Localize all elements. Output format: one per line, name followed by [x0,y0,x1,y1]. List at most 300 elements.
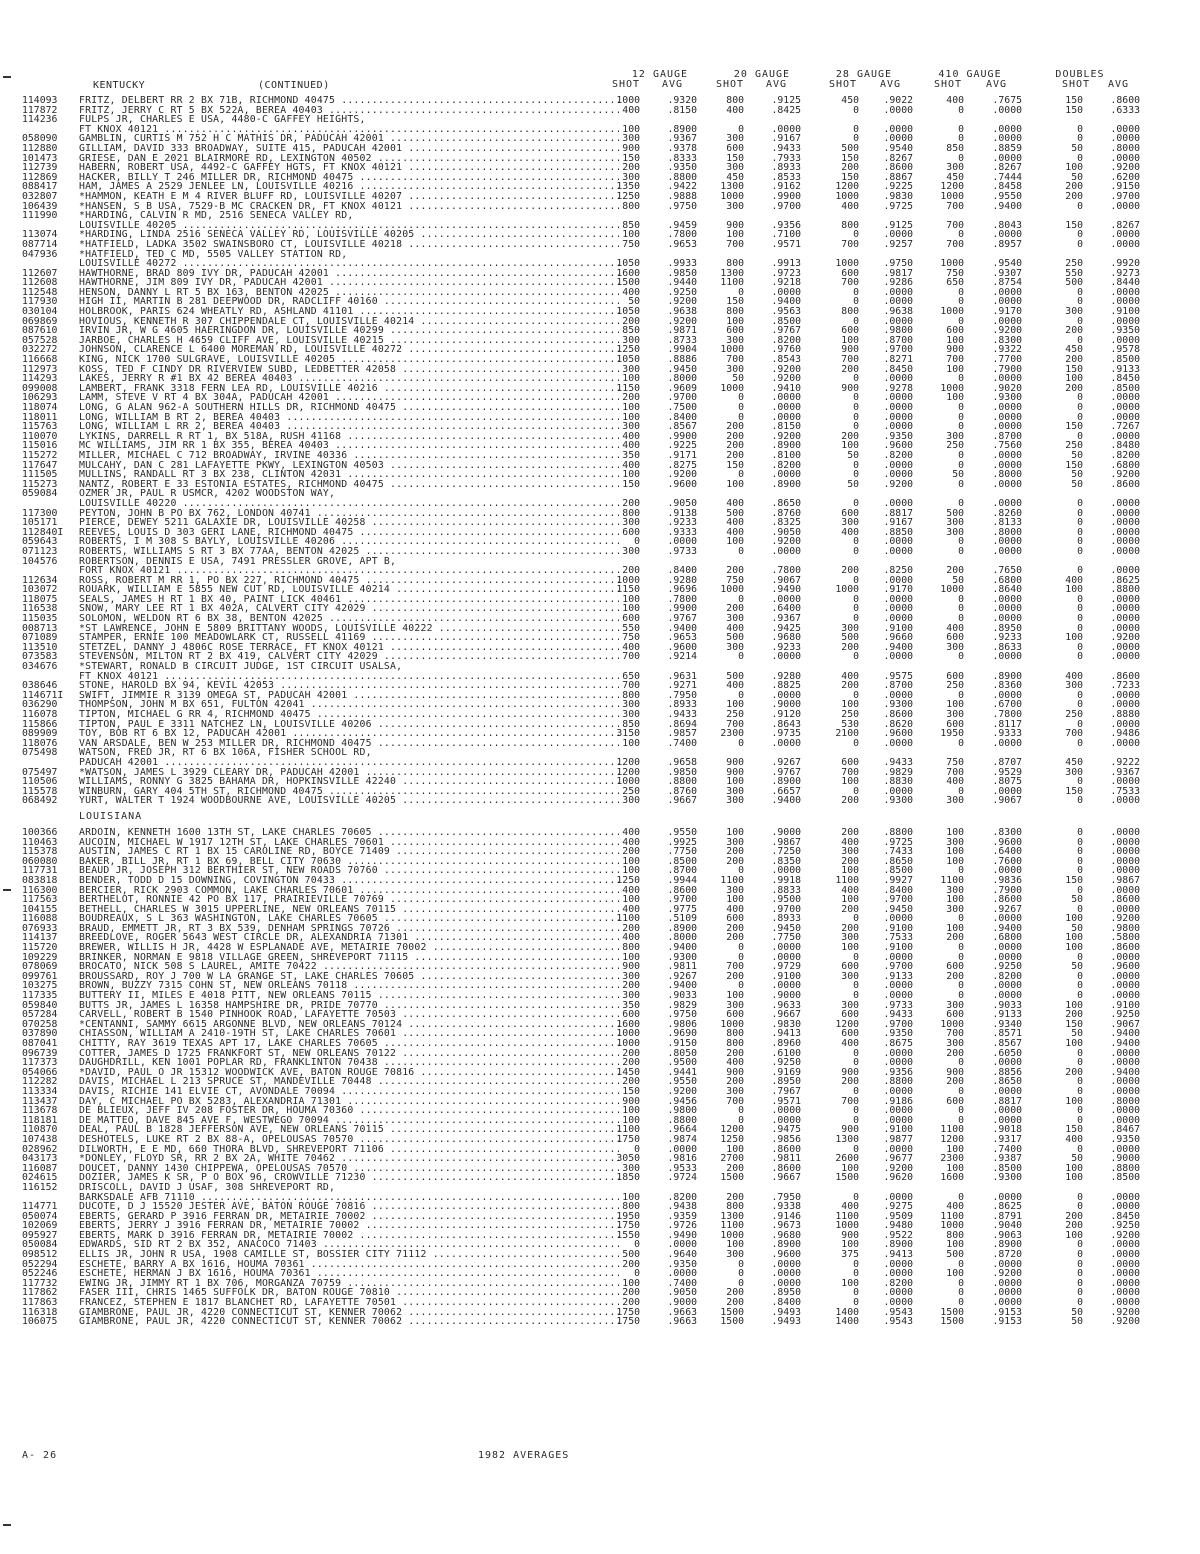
average-value: .9480 [883,1220,913,1232]
member-id: 117373 [22,1057,58,1069]
average-value: .9267 [771,756,801,768]
member-name-address: BEAUD JR, JOSEPH 312 BERTHIER ST, NEW ROADS 70760 ..... [79,866,619,876]
average-value: .0000 [992,459,1022,471]
average-value: .9250 [992,961,1022,973]
average-value: .9550 [667,826,697,838]
average-value: .9300 [992,392,1022,404]
average-value: .0000 [1110,1057,1140,1069]
member-id: 100366 [22,826,58,838]
average-value: .9020 [992,382,1022,394]
average-value: .9200 [883,478,913,490]
average-value: .0000 [883,373,913,385]
averages-table [22,96,1192,1327]
shot-count: 200 [622,1076,640,1088]
shot-count: 150 [1065,363,1083,375]
shot-count: 1000 [940,382,964,394]
member-name-address: BROCATO, NICK 508 S LAUREL, AMITE 70422 ..... [79,962,619,972]
average-value: .9000 [667,1297,697,1309]
average-value: .0000 [992,1277,1022,1289]
average-value: .9150 [1110,181,1140,193]
member-name-address: TIPTON, MICHAEL G RR 4, RICHMOND 40475 ..... [79,710,619,720]
average-value: .9550 [667,1076,697,1088]
shot-count: 700 [726,718,744,730]
shot-count: 0 [853,1297,859,1309]
average-value: .9433 [883,756,913,768]
member-name-address: PADUCAH 42001 ..... [79,758,619,768]
shot-count: 600 [946,325,964,337]
average-value: .9440 [667,277,697,289]
shot-count: 800 [841,306,859,318]
average-value: .9200 [1110,1316,1140,1328]
shot-count: 700 [1065,728,1083,740]
shot-count: 0 [958,229,964,241]
member-name-address: ARDOIN, KENNETH 1600 13TH ST, LAKE CHARLES 70605 ..... [79,828,619,838]
average-value: .0000 [1110,1297,1140,1309]
shot-count: 200 [946,565,964,577]
average-value: .0000 [1110,1249,1140,1261]
member-name-address: JOHNSON, CLARENCE L 6400 MOREMAN RD, LOUISVILLE 40272 ..... [79,345,619,355]
average-value: .9509 [883,1210,913,1222]
average-value: .9200 [1110,1306,1140,1318]
member-id: 068492 [22,795,58,807]
member-id: 060080 [22,855,58,867]
shot-count: 600 [946,961,964,973]
member-id: 115578 [22,785,58,797]
average-value: .9733 [883,999,913,1011]
average-value: .9350 [1110,1133,1140,1145]
shot-count: 200 [726,421,744,433]
average-value: .9677 [883,1153,913,1165]
average-value: .0000 [883,990,913,1002]
average-value: .0000 [1110,970,1140,982]
average-value: .0000 [771,1277,801,1289]
member-id: 037890 [22,1028,58,1040]
shot-count: 600 [841,325,859,337]
shot-count: 0 [738,951,744,963]
shot-count: 200 [726,1047,744,1059]
average-value: .8600 [1110,95,1140,106]
average-value: .0000 [1110,334,1140,346]
average-value: .8075 [992,776,1022,788]
shot-count: 0 [958,737,964,749]
member-name-address: OZMER JR, PAUL R USMCR, 4202 WOODSTON WAY, [79,489,336,499]
shot-count: 300 [841,517,859,529]
average-value: .9273 [1110,267,1140,279]
average-value: .0000 [1110,565,1140,577]
member-name-address: ESCHETE, HERMAN J BX 1616, HOUMA 70361 ..... [79,1269,619,1279]
average-value: .0000 [771,286,801,298]
average-value: .8500 [771,315,801,327]
shot-count: 100 [622,1277,640,1289]
member-id: 116318 [22,1306,58,1318]
shot-count: 100 [622,1105,640,1117]
average-value: .0000 [1110,430,1140,442]
shot-count: 700 [622,680,640,692]
member-id: 052246 [22,1268,58,1280]
average-value: .6333 [1110,104,1140,116]
shot-count: 200 [622,1297,640,1309]
shot-count: 850 [622,325,640,337]
shot-count: 3150 [616,728,640,740]
member-id: 118011 [22,411,58,423]
average-value: .8859 [992,142,1022,154]
shot-count: 0 [1077,1143,1083,1155]
average-value: .0000 [992,315,1022,327]
average-value: .9729 [771,961,801,973]
shot-count: 0 [853,593,859,605]
shot-count: 550 [622,622,640,634]
member-id: 117862 [22,1287,58,1299]
average-value: .8950 [771,1076,801,1088]
average-value: .9067 [1110,1018,1140,1030]
average-value: .0000 [1110,286,1140,298]
shot-count: 100 [726,315,744,327]
state-heading: KENTUCKY [93,80,146,91]
shot-count: 800 [726,258,744,270]
shot-count: 100 [622,123,640,135]
member-name-address: FASER III, CHRIS 1465 SUFFOLK DR, BATON ROUGE 70810 ..... [79,1288,619,1298]
member-id: 116152 [22,1181,58,1193]
shot-count: 1450 [616,1066,640,1078]
shot-count: 1400 [835,1316,859,1328]
shot-count: 300 [622,421,640,433]
shot-count: 900 [841,1066,859,1078]
shot-count: 1200 [835,1018,859,1030]
average-value: .0000 [1110,641,1140,653]
shot-count: 200 [726,1297,744,1309]
shot-count: 700 [841,766,859,778]
shot-count: 1600 [616,1018,640,1030]
average-value: .8933 [771,162,801,174]
average-value: .8133 [992,517,1022,529]
shot-count: 200 [726,1287,744,1299]
shot-count: 0 [958,545,964,557]
member-id: 101473 [22,152,58,164]
shot-count: 400 [841,884,859,896]
shot-count: 200 [726,1191,744,1203]
shot-count: 400 [1065,574,1083,586]
margin-mark [3,76,11,78]
average-value: .8458 [992,181,1022,193]
shot-count: 400 [841,526,859,538]
shot-count: 600 [622,613,640,625]
member-name-address: TOY, BOB RT 6 BX 12, PADUCAH 42001 ..... [79,729,619,739]
average-value: .0000 [992,497,1022,509]
shot-count: 200 [841,363,859,375]
shot-count: 0 [958,411,964,423]
shot-count: 1300 [835,1133,859,1145]
average-value: .9018 [992,1124,1022,1136]
average-value: .7233 [1110,680,1140,692]
average-value: .0000 [1110,497,1140,509]
shot-count: 3050 [616,1153,640,1165]
average-value: .8200 [992,970,1022,982]
shot-count: 1100 [616,913,640,925]
member-id: 071089 [22,632,58,644]
shot-count: 900 [726,219,744,231]
shot-count: 200 [841,922,859,934]
member-id: 083818 [22,874,58,886]
shot-count: 100 [1065,1162,1083,1174]
shot-count: 200 [622,392,640,404]
average-value: .6050 [992,1047,1022,1059]
shot-count: 100 [1065,632,1083,644]
shot-count: 0 [1077,200,1083,212]
average-value: .0000 [883,913,913,925]
member-name-address: BAKER, BILL JR, RT 1 BX 69, BELL CITY 70630 ..... [79,857,619,867]
shot-count: 300 [726,200,744,212]
member-name-address: BENDER, TODD D 15 DOWNING, COVINGTON 70433 ..... [79,876,619,886]
member-name-address: MC WILLIAMS, JIM RR 1 BX 355, BEREA 40403 ..... [79,441,619,451]
member-id: 112608 [22,277,58,289]
member-id: 111505 [22,469,58,481]
shot-count: 100 [622,855,640,867]
average-value: .8675 [883,1038,913,1049]
average-value: .0000 [1110,990,1140,1002]
shot-count: 150 [1065,104,1083,116]
shot-count: 1600 [616,267,640,279]
page-number: A- 26 [22,1450,58,1461]
average-value: .9378 [667,142,697,154]
shot-count: 0 [853,229,859,241]
shot-count: 1250 [616,190,640,202]
shot-count: 150 [1065,785,1083,797]
shot-count: 400 [622,932,640,944]
average-value: .0000 [992,1114,1022,1126]
average-value: .7533 [883,932,913,944]
shot-count: 0 [1077,718,1083,730]
shot-count: 0 [738,651,744,663]
member-id: 099008 [22,382,58,394]
average-value: .9286 [883,277,913,289]
average-value: .9280 [667,574,697,586]
average-value: .8600 [992,894,1022,906]
shot-count: 0 [738,1114,744,1126]
shot-count: 0 [853,1268,859,1280]
member-name-address: GILLIAM, DAVID 333 BROADWAY, SUITE 415, PADUCAH 42001 ..... [79,144,619,154]
shot-count: 100 [841,699,859,711]
average-value: .0000 [992,980,1022,992]
member-name-address: LOUISVILLE 40220 ..... [79,499,619,509]
average-value: .0000 [992,123,1022,135]
average-value: .9450 [771,922,801,934]
average-value: .9571 [771,1095,801,1107]
average-value: .9543 [883,1316,913,1328]
shot-count: 100 [726,894,744,906]
shot-count: 300 [726,884,744,896]
average-value: .8480 [1110,440,1140,452]
shot-count: 50 [1071,171,1083,183]
average-value: .8467 [1110,1124,1140,1136]
member-name-address: GRIESE, DAN E 2021 BLAIRMORE RD, LEXINGTON 40502 ..... [79,154,619,164]
shot-count: 450 [1065,756,1083,768]
average-value: .0000 [1110,1047,1140,1059]
shot-count: 0 [1077,517,1083,529]
shot-count: 1000 [940,306,964,318]
average-value: .8640 [992,584,1022,596]
shot-count: 100 [622,737,640,749]
average-value: .9800 [1110,922,1140,934]
average-value: .9367 [771,613,801,625]
average-value: .0000 [883,1191,913,1203]
shot-count: 100 [1065,584,1083,596]
shot-count: 300 [1065,680,1083,692]
average-value: .9200 [667,315,697,327]
shot-count: 100 [946,392,964,404]
shot-count: 0 [1077,334,1083,346]
average-value: .9225 [667,440,697,452]
shot-count: 0 [738,1277,744,1289]
shot-count: 1000 [835,258,859,270]
average-value: .0000 [771,411,801,423]
average-value: .8600 [1110,942,1140,954]
average-value: .0000 [771,942,801,954]
shot-count: 500 [622,1249,640,1261]
shot-count: 0 [853,286,859,298]
member-name-address: MILLER, MICHAEL C 712 BROADWAY, IRVINE 40336 ..... [79,451,619,461]
average-value: .6200 [1110,171,1140,183]
member-name-address: THOMPSON, JOHN M BX 651, FULTON 42041 ..... [79,700,619,710]
average-value: .8500 [992,1162,1022,1174]
shot-count: 600 [726,142,744,154]
shot-count: 400 [841,1038,859,1049]
shot-count: 300 [622,795,640,807]
member-id: 112607 [22,267,58,279]
member-id: 114771 [22,1201,58,1213]
shot-count: 100 [726,776,744,788]
average-value: .9400 [667,980,697,992]
shot-count: 0 [853,951,859,963]
average-value: .0000 [883,1105,913,1117]
average-value: .0000 [1110,622,1140,634]
member-name-address: DAVIS, RICHIE 141 ELVIE CT, AVONDALE 70094 ..... [79,1087,619,1097]
shot-count: 750 [726,574,744,586]
shot-count: 0 [1077,622,1083,634]
shot-count: 1100 [720,874,744,886]
shot-count: 300 [726,836,744,848]
shot-count: 0 [738,593,744,605]
average-value: .9760 [771,344,801,356]
average-value: .9660 [883,632,913,644]
shot-count: 0 [853,104,859,116]
shot-count: 1150 [616,584,640,596]
avg-label: AVG [986,79,1008,90]
shot-count: 0 [1077,1114,1083,1126]
shot-count: 700 [841,277,859,289]
group-header-12-gauge: 12 GAUGE [631,69,689,80]
average-value: .8250 [883,565,913,577]
member-id: 034676 [22,661,58,673]
average-value: .9800 [883,325,913,337]
average-value: .9830 [883,190,913,202]
average-value: .9200 [1110,162,1140,174]
member-name-address: *ST LAWRENCE, JOHN E 5809 BRITTANY WOODS, LOUISVILLE 40222 ..... [79,624,619,634]
shot-count: 50 [952,574,964,586]
average-value: .8400 [667,565,697,577]
member-id: 052294 [22,1258,58,1270]
shot-count: 0 [958,133,964,145]
member-name-address: ROUARK, WILLIAM E 5855 NEW CUT RD, LOUISVILLE 40214 ..... [79,585,619,595]
shot-count: 800 [726,1028,744,1040]
shot-count: 0 [853,315,859,327]
average-value: .8600 [883,162,913,174]
shot-count: 0 [853,990,859,1002]
average-value: .8600 [771,1162,801,1174]
average-value: .0000 [1110,152,1140,164]
shot-count: 0 [958,1114,964,1126]
shot-count: 100 [946,699,964,711]
shot-count: 0 [1077,795,1083,807]
average-value: .9522 [883,1229,913,1241]
average-value: .9874 [667,1133,697,1145]
shot-count: 600 [841,961,859,973]
average-value: .7560 [992,440,1022,452]
member-id: 112634 [22,574,58,586]
member-name-address: EWING JR, JIMMY RT 1 BX 706, MORGANZA 70759 ..... [79,1279,619,1289]
shot-count: 0 [958,942,964,954]
shot-count: 0 [853,296,859,308]
member-id: 059840 [22,999,58,1011]
average-value: .9450 [667,363,697,375]
shot-count: 200 [622,1258,640,1270]
shot-count: 500 [946,1249,964,1261]
average-value: .5109 [667,913,697,925]
average-value: .0000 [1110,1287,1140,1299]
margin-mark [3,889,11,891]
shot-count: 100 [1065,942,1083,954]
shot-count: 0 [738,942,744,954]
average-value: .8933 [771,913,801,925]
average-value: .0000 [992,536,1022,548]
average-value: .8533 [771,171,801,183]
average-value: .0000 [992,449,1022,461]
shot-count: 50 [847,478,859,490]
average-value: .9300 [883,795,913,807]
shot-count: 1000 [616,574,640,586]
average-value: .9022 [883,95,913,106]
shot-count: 0 [853,1258,859,1270]
shot-count: 0 [1077,1277,1083,1289]
average-value: .0000 [771,402,801,413]
average-value: .9350 [1110,325,1140,337]
shot-count: 0 [1077,411,1083,423]
average-value: .0000 [883,1114,913,1126]
average-value: .8500 [1110,354,1140,366]
member-name-address: FT KNOX 40121 ..... [79,125,619,135]
member-name-address: BETHELL, CHARLES W 3015 UPPERLINE, NEW ORLEANS 70115 ..... [79,905,619,915]
shot-count: 0 [958,315,964,327]
shot-count: 0 [853,1057,859,1069]
average-value: .9658 [667,756,697,768]
average-value: .0000 [1110,123,1140,135]
average-value: .9356 [771,219,801,231]
average-value: .9200 [667,296,697,308]
average-value: .9667 [771,1172,801,1184]
member-name-address: DE BLIEUX, JEFF IV 208 FOSTER DR, HOUMA 70360 ..... [79,1106,619,1116]
shot-count: 0 [958,373,964,385]
member-name-address: DAVIS, MICHAEL L 213 SPRUCE ST, MANDEVILLE 70448 ..... [79,1077,619,1087]
average-value: .9904 [667,344,697,356]
shot-count: 1100 [940,1210,964,1222]
member-name-address: VAN ARSDALE, BEN W 253 MILLER DR, RICHMOND 40475 ..... [79,739,619,749]
shot-count: 300 [622,363,640,375]
shot-count: 0 [958,603,964,615]
shot-count: 0 [853,392,859,404]
shot-count: 0 [853,459,859,471]
shot-count: 300 [726,334,744,346]
average-value: .9257 [883,238,913,250]
average-value: .0000 [771,1258,801,1270]
